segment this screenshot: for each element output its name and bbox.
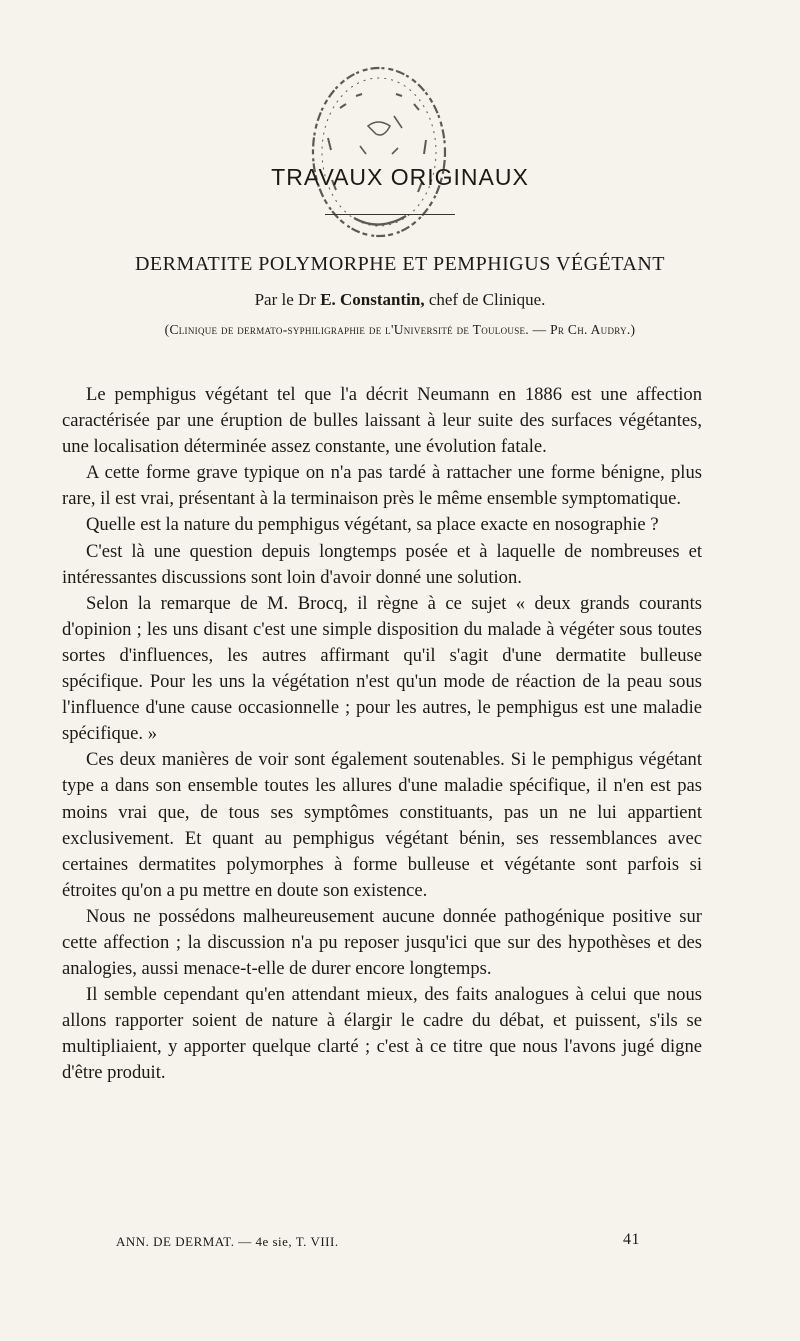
paragraph: Nous ne possédons malheureusement aucune donnée pathogénique positive sur cette affection ; la discussion n'a pu reposer jusqu'ici que sur des hypothèses et des analogies, aussi menace-t-elle de durer encore longtemps. <box>62 905 702 980</box>
section-title: TRAVAUX ORIGINAUX <box>271 164 529 190</box>
paragraph: Selon la remarque de M. Brocq, il règne à ce sujet « deux grands courants d'opinion ; les uns disant c'est une simple disposition du malade à végéter sous toutes sortes d'influences, les autres affirmant qu'il s'agit d'une dermatite bulleuse spécifique. Pour les uns la végétation n'est qu'un mode de réaction de la peau sous l'influence d'une cause occasionnelle ; pour les autres, le pemphigus est une maladie spécifique. » <box>62 592 702 745</box>
paragraph: Le pemphigus végétant tel que l'a décrit Neumann en 1886 est une affection caractérisée par une éruption de bulles laissant à leur suite des surfaces végétantes, une localisation déterminée assez constante, une évolution fatale. <box>62 384 702 458</box>
affiliation: (Clinique de dermato-syphiligraphie de l'Université de Toulouse. — Pr Ch. Audry.) <box>164 322 636 337</box>
byline-suffix: chef de Clinique. <box>428 290 546 309</box>
paragraph: Ces deux manières de voir sont également soutenables. Si le pemphigus végétant type a dans son ensemble toutes les allures d'une maladie spécifique, il n'en est pas moins vrai que, de tous ses symptômes constituants, pas un ne lui appartient exclusivement. Et quant au pemphigus végétant bénin, ses ressemblances avec certaines dermatites polymorphes à forme bulleuse et végétante sont parfois si étroites qu'on a pu mettre en doute son existence. <box>62 749 702 901</box>
page-number: 41 <box>623 1231 640 1248</box>
author-name: E. Constantin, <box>320 290 425 309</box>
title-divider <box>325 214 455 215</box>
paragraph: Quelle est la nature du pemphigus végétant, sa place exacte en nosographie ? <box>86 514 659 536</box>
paragraph: A cette forme grave typique on n'a pas tardé à rattacher une forme bénigne, plus rare, il est vrai, présentant à la terminaison près le même ensemble symptomatique. <box>62 462 702 510</box>
byline-prefix: Par le Dr <box>254 290 316 309</box>
article-body <box>62 382 702 1087</box>
journal-reference: ANN. DE DERMAT. — 4e sie, T. VIII. <box>116 1234 339 1249</box>
library-stamp-icon <box>298 58 460 246</box>
byline <box>0 290 800 310</box>
paragraph: C'est là une question depuis longtemps posée et à laquelle de nombreuses et intéressantes discussions sont loin d'avoir donné une solution. <box>62 540 702 588</box>
article-title: DERMATITE POLYMORPHE ET PEMPHIGUS VÉGÉTANT <box>134 253 665 275</box>
paragraph: Il semble cependant qu'en attendant mieux, des faits analogues à celui que nous allons rapporter soient de nature à élargir le cadre du débat, et puissent, s'ils se multipliaient, y apporter quelque clarté ; c'est à ce titre que nous l'avons jugé digne d'être produit. <box>62 984 702 1084</box>
